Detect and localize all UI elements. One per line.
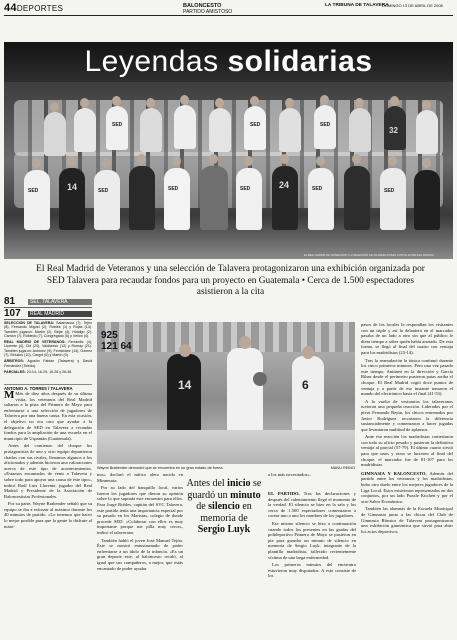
body-paragraph: mo», declaró el mítico alero nacido en Minnesota.	[97, 472, 183, 483]
body-column-3	[268, 491, 356, 637]
pull-quote-text: de	[196, 501, 206, 512]
scoreboard	[4, 296, 92, 320]
headline-part1: Leyendas	[84, 45, 219, 78]
body-column-1: M Más de diez años después de su última visita, los veteranos del Real Madrid saltaron a la pista del Primero de Mayo para enfrentarse a una selección de jugadores de Talavera por una buena causa. En esta ocasión, el objetivo no era otro que ayudar a la delegación de SED en Talavera a recaudar fondos para la ampliación de una escuela en el municipio de Uspantán (Guatemala). Antes del comienzo del choque los protagonistas de uno y otro equipo departieron charlas con sus rivales, llenamos algunos a los aficionados y además hicieron una valoraciones acerca de este tipo de acontecimientos. «Estamos encantados de venir a Talavera y sobre todo para apoyar una causa de este tipo», indicó Raúl Luis Llorente, jugador del Real Madrid y Presidente de la Asociación de Baloncestistas Profesionales. Por su parte, Wayne Brabender señaló que su equipo se iba a esforzar al máximo durante los 40 minutos de partido. «Lo tenemos que hacer lo mejor posible para que la gente lo disfrute al máxi-	[4, 391, 92, 529]
pull-quote-text: Antes del	[186, 478, 225, 489]
match-type-label: PARTIDO AMISTOSO	[183, 9, 233, 15]
jersey-number: 14	[178, 378, 192, 392]
body-paragraph: Por su lado del banquillo local, varios fueron los jugadores que dieron su opinión sobre lo que suponía este encuentro para ellos. Para Jorge Robles, capitán del SVC Talavera, este partido tenía una importancia especial por su pasado en los Maristas, colegio de donde procede SED. «Colaborar con ellos es muy importante porque me pilla muy cerca», indicó el talaverano.	[97, 485, 183, 535]
body-column-4	[361, 322, 453, 637]
match-ficha	[4, 321, 92, 381]
jersey-label: SED	[384, 188, 395, 194]
ficha-text: Ferrándiz (4), Llorente (4), Cid (20), Valdivieso (12) y Romay (21). También jugaron: Antúnez (9), Fernández (14), Gómez (7), Biriukov (10), Cargol (6) y Martín (0).	[4, 340, 92, 358]
jersey-number: 14	[67, 182, 78, 192]
ficha-label: REAL MADRID DE VETERANOS:	[4, 340, 66, 345]
pull-quote-emphasis: Sergio Luyk	[197, 524, 251, 535]
jersey-label: SED	[98, 188, 109, 194]
ficha-label: SELECCIÓN DE TALAVERA:	[4, 321, 55, 325]
photo-credit: MANU REINO	[330, 466, 355, 470]
publication-date: DOMINGO 13 DE ABRIL DE 2008	[382, 3, 443, 8]
basketball	[253, 372, 267, 386]
headline	[4, 42, 453, 82]
team-photo	[4, 42, 453, 259]
pull-quote-emphasis: minuto	[230, 489, 261, 501]
body-paragraph: Tras las declaraciones y después del calentamiento llegó el momento de la verdad. El silencio se hizo en la sala y los cerca de 1.500 espectadores comenzaron a corear uno a uno los nombres de los jugadores.	[268, 491, 356, 519]
subhead: El Real Madrid de Veteranos y una selección de Talavera protagonizaron una exhibición organizada por SED Talavera para recaudar fondos para un proyecto en Guatemala • Cerca de 1.500 espectadores asistieron a la cita	[36, 264, 425, 297]
ficha-text: 23-14, 16-29, 16-28 y 26-36.	[26, 369, 73, 374]
body-paragraph: Más de diez años después de su última visita, los veteranos del Real Madrid saltaron a la pista del Primero de Mayo para enfrentarse a una selección de jugadores de Talavera por una buena causa. En esta ocasión, el objetivo no era otro que ayudar a la delegación de SED en Talavera a recaudar fondos para la ampliación de una escuela en el municipio de Uspantán (Guatemala).	[4, 391, 92, 441]
jersey-number: 6	[302, 378, 309, 392]
jersey-label: SED	[312, 186, 323, 192]
body-column-3-top: a los más necesitados».	[268, 472, 311, 477]
body-paragraph: Antes del comienzo del choque los protagonistas de uno y otro equipo departieron charlas con sus rivales, llenamos algunos a los aficionados y además hicieron una valoraciones acerca de este tipo de acontecimientos. «Estamos encantados de venir a Talavera y sobre todo para apoyar una causa de este tipo», indicó Raúl Luis Llorente, jugador del Real Madrid y Presidente de la Asociación de Baloncestistas Profesionales.	[4, 443, 92, 499]
jersey-number: 32	[389, 126, 398, 135]
action-photo	[97, 322, 355, 464]
pull-quote-text: se guardó un	[187, 478, 262, 501]
jersey-label: SED	[320, 122, 331, 128]
subsection-lead: GIMNASIA Y BALONCESTO.	[361, 470, 427, 476]
body-paragraph: Tras la reanudación la tónica continuó durante los cinco primeros minutos. Pero una vez pasado este tiempo, Antúnez en la dirección y García Ribas desde el perímetro pusieron patas arriba el choque. El Real Madrid cogió doce puntos de ventaja y a partir de ese instante tomaron el mando del electrónico hasta el final (41-53).	[361, 357, 453, 397]
body-paragraph: Los primeros minutos del encuentro estuvieron muy disputados. A esto consiste de los	[268, 562, 356, 579]
body-column-2	[97, 472, 183, 637]
ficha-text: Salamanca (7), Tejón (8), Fernando Miguel (2), Robles (1) y Rojas (14). También jugaron: Martín (2), Béjar (4), Hidalgo (2), Carrión (7), Robledo (7), Congregado (5) y Vellón (4).	[4, 321, 92, 338]
byline: ANTONIO A. TORRES / TALAVERA	[4, 384, 92, 391]
photo-caption: EL REAL MADRID DE VETERANOS Y LA SELECCIÓN DE TALAVERA POSAN JUNTOS ANTES DEL PARTIDO	[304, 254, 435, 257]
page-header-section	[4, 2, 63, 14]
body-paragraph: Ante esa reacción los madridistas contestaron con todo su oficio pesado y pusieron la definitiva ventaja al parcial (57-79). El último cuarto sirvió para que unos y otros se luciesen al final del choque, el marcador fue de 81-107 para los madridistas.	[361, 434, 453, 468]
body-paragraph: También habló el joven José Manuel Tejón. Éste se mostró entusiasmado de poder enfrentarse a un ídolo de la infancia. «Es un gran deporte este, al baloncesto recaló, al igual que sus compañeros, a mejor, que estás encantado de poder ayudar	[97, 537, 183, 571]
pull-quote-emphasis: silencio	[208, 501, 240, 512]
body-paragraph: También las alumnas de la Escuela Municipal de Gimnasia junto a las chicas del Club de Gimnasia Rítmica de Talavera protagonizaron una exhibición gimnástica que sirvió para abrir los actos deportivos.	[361, 506, 453, 534]
pull-quote-text: en memoria de	[200, 501, 252, 524]
section-label: DEPORTES	[16, 4, 64, 13]
body-paragraph: Además del partido entre los veteranos y los madridistas, hubo otro duelo entre los mejores jugadores de la Liga Local. Estos estuvieron representados en dos conjuntos, por un lado Puzzle Kitchen y por el otro Sabor Económico.	[361, 470, 453, 504]
jersey-label: SED	[240, 186, 251, 192]
subsection-lead: EL PARTIDO.	[268, 491, 300, 496]
header-rule	[4, 15, 453, 16]
body-paragraph: Ese mismo silencio se hizo a continuación cuando todos los presentes en las gradas del polideportivo Primero de Mayo se pusieron en pie para guardar un minuto de silencio en memoria de Sergio Luyk, integrante de la plantilla madridista, fallecido recientemente víctima de una larga enfermedad.	[268, 520, 356, 560]
jersey-label: SED	[28, 188, 39, 194]
score-away-team: REAL MADRID	[28, 311, 92, 317]
jersey-label: SED	[112, 122, 123, 128]
pull-quote	[186, 478, 262, 536]
action-photo-caption-text: Wayne Brabender demostró que se encuentra en un gran estado de forma.	[97, 466, 224, 470]
page-number: 44	[4, 2, 17, 14]
body-paragraph: A la vuelta de vestuarios los talaveranos tuvieron una pequeña reacción. Liderados por el pívot Fernando Rejón, los chicos entrenados por Javier Rodríguez recortaron la diferencia sustancialmente y comenzaron a hacer jugadas que levantaron multitud de aplausos.	[361, 398, 453, 432]
ficha-label: ÁRBITROS:	[4, 359, 24, 364]
jersey-label: SED	[168, 186, 179, 192]
sport-label: BALONCESTO	[183, 3, 222, 9]
score-home: 81	[4, 296, 16, 307]
publication-name: LA TRIBUNA DE TALAVERA	[325, 3, 389, 8]
body-paragraph: Por su parte, Wayne Brabender señaló que su equipo se iba a esforzar al máximo durante los 40 minutos de partido. «Lo tenemos que hacer lo mejor posible para que la gente lo disfrute al máxi-	[4, 501, 92, 529]
ficha-text: Agustín Fabián (Talavera) y David Fernández (Toledo).	[4, 359, 92, 368]
jersey-text: 925 121 64	[101, 330, 132, 352]
score-home-team: SEL. TALAVERA	[28, 299, 92, 305]
ficha-label: PARCIALES:	[4, 369, 26, 374]
action-photo-caption	[97, 466, 355, 470]
jersey-label: SED	[250, 122, 261, 128]
pull-quote-emphasis: inicio	[227, 478, 251, 489]
headline-part2: solidarias	[227, 45, 373, 78]
body-paragraph: pasos de los locales le respondían los visitantes con un triple y así la delantera en el marcador pasaba de un lado a otro sin que al público le diera tiempo a saber quién había anotado. De esta forma, se llegó al final del cuarto con ventaja para los madridistas (23-14).	[361, 322, 453, 355]
score-away: 107	[4, 308, 21, 319]
jersey-number: 24	[279, 180, 290, 190]
